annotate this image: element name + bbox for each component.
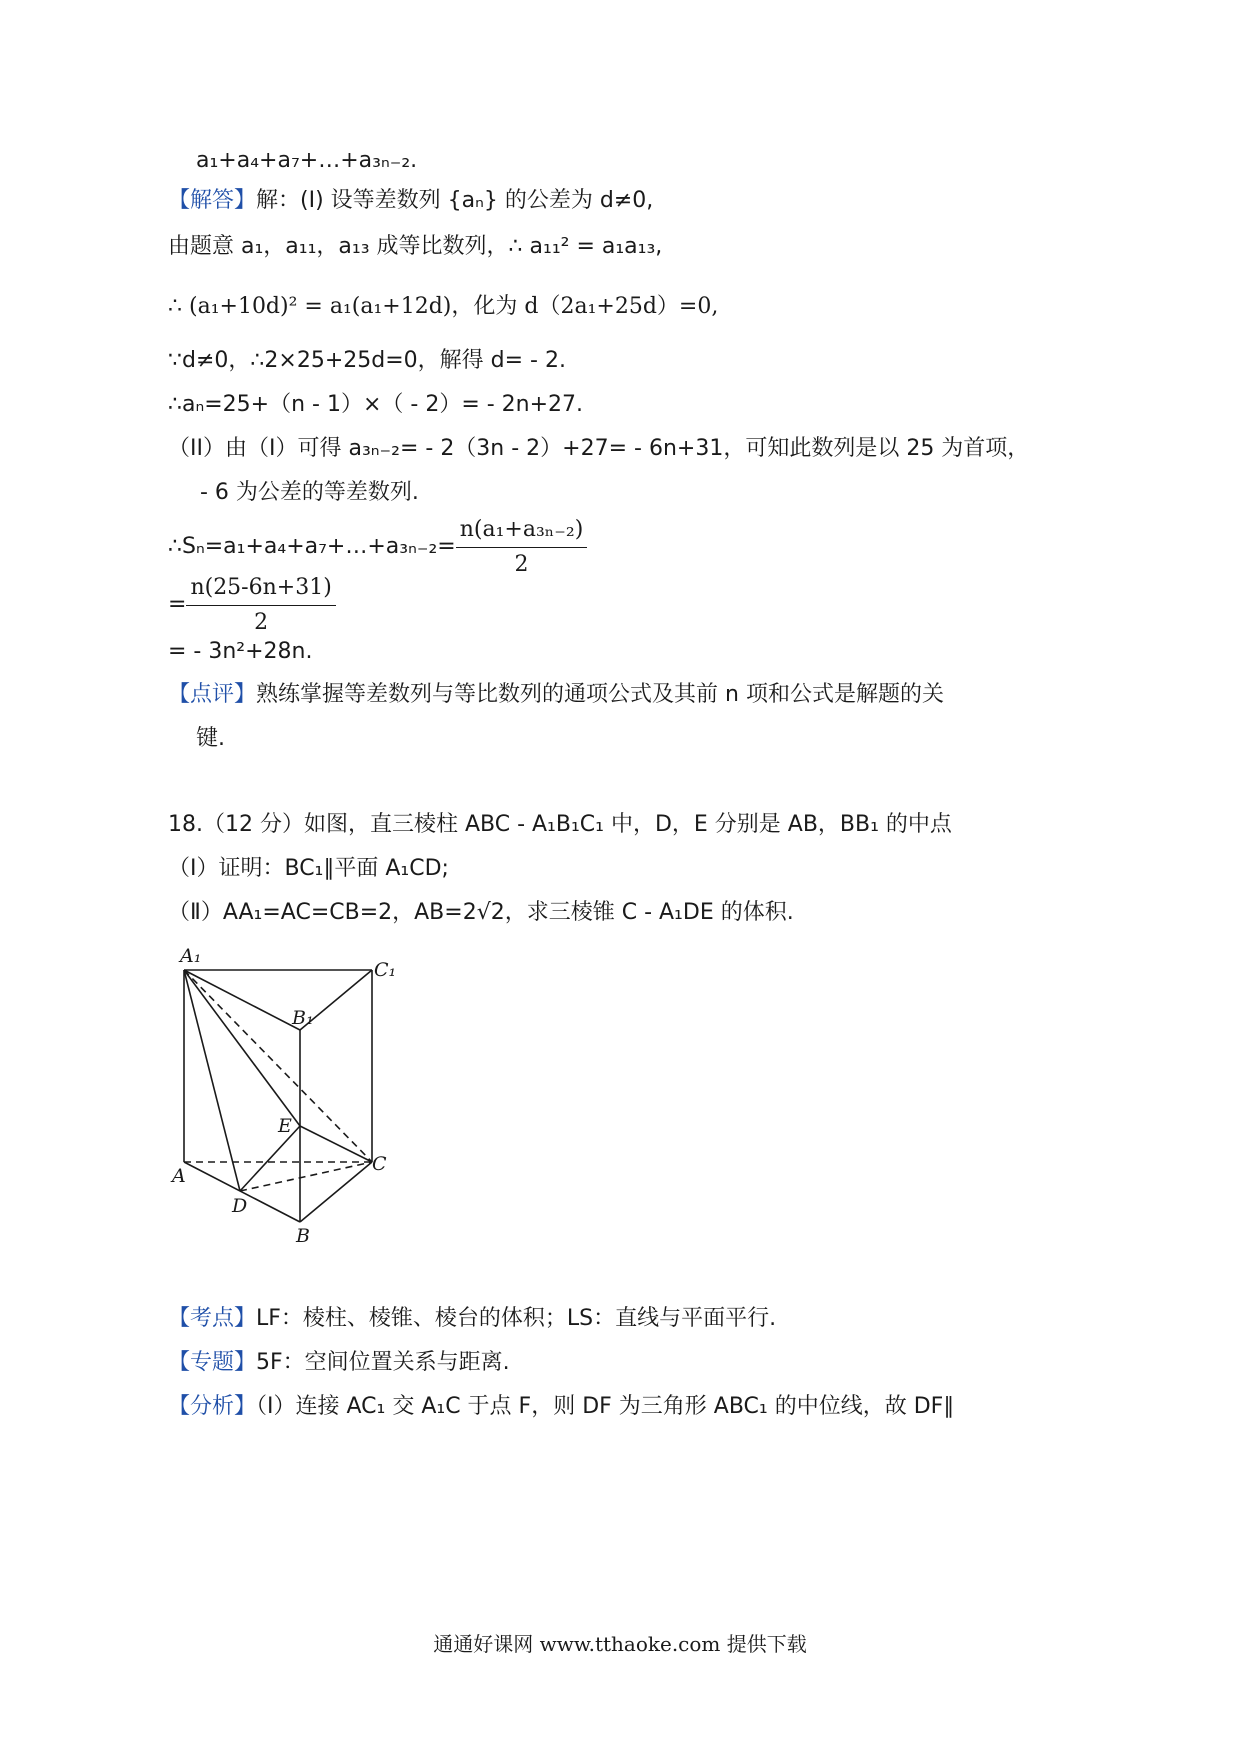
solution-line-3: ∴ (a₁+10d)² = a₁(a₁+12d)，化为 d（2a₁+25d）=0,: [168, 294, 719, 319]
knowledge-point-tag: 【考点】: [168, 1306, 257, 1331]
comment-line-2: 键.: [196, 726, 225, 751]
solution-line-4: ∵d≠0，∴2×25+25d=0，解得 d= - 2.: [168, 348, 566, 373]
solution-line-5: ∴aₙ=25+（n - 1）×（ - 2）= - 2n+27.: [168, 392, 584, 417]
label-b1: B₁: [292, 1007, 314, 1029]
sum-fraction-denominator: 2: [514, 551, 529, 577]
segment-a1-e: [184, 970, 300, 1126]
analysis-tag: 【分析】: [168, 1394, 257, 1419]
analysis-line: [168, 1392, 954, 1422]
solution-line-7: - 6 为公差的等差数列.: [200, 480, 419, 505]
topic-text: 5F：空间位置关系与距离.: [256, 1350, 510, 1375]
analysis-text: （Ⅰ）连接 AC₁ 交 A₁C 于点 F，则 DF 为三角形 ABC₁ 的中位线，故 DF∥: [256, 1394, 955, 1419]
sum-fraction: [456, 513, 588, 582]
label-b: B: [296, 1225, 310, 1247]
label-c1: C₁: [374, 959, 397, 981]
solution-line-6: （II）由（I）可得 a₃ₙ₋₂= - 2（3n - 2）+27= - 6n+31，可知此数列是以 25 为首项，: [168, 436, 1030, 461]
solution-line-1-text: 解：(I) 设等差数列 {aₙ} 的公差为 d≠0,: [256, 188, 654, 213]
segment-a1-d: [184, 970, 240, 1191]
sum-fraction-2: [186, 571, 335, 640]
label-a1: A₁: [180, 945, 202, 967]
label-a: A: [172, 1165, 186, 1187]
comment-text: 熟练掌握等差数列与等比数列的通项公式及其前 n 项和公式是解题的关: [256, 682, 944, 707]
question-18-title: 18.（12 分）如图，直三棱柱 ABC - A₁B₁C₁ 中，D，E 分别是 AB，BB₁ 的中点: [168, 812, 952, 837]
knowledge-point-text: LF：棱柱、棱锥、棱台的体积；LS：直线与平面平行.: [256, 1306, 777, 1331]
comment-tag: 【点评】: [168, 682, 257, 707]
sum-fraction-numerator: n(a₁+a₃ₙ₋₂): [456, 513, 588, 548]
segment-e-c: [300, 1126, 372, 1162]
sum-result: = - 3n²+28n.: [168, 639, 313, 664]
knowledge-point-line: [168, 1304, 776, 1334]
question-18-part-1: （Ⅰ）证明：BC₁∥平面 A₁CD;: [168, 856, 449, 881]
topic-tag: 【专题】: [168, 1350, 257, 1375]
sum-fraction-2-numerator: n(25-6n+31): [186, 571, 335, 606]
comment-line-1: [168, 680, 944, 710]
sum-formula-left: ∴Sₙ=a₁+a₄+a₇+…+a₃ₙ₋₂=: [168, 534, 456, 559]
segment-d-c-dashed: [240, 1162, 372, 1191]
edge-b-c: [300, 1162, 372, 1222]
label-d: D: [232, 1195, 248, 1217]
edge-a1-b1: [184, 970, 300, 1030]
sum-fraction-2-denominator: 2: [254, 609, 269, 635]
label-e: E: [278, 1115, 292, 1137]
sum-formula-line-2: = $\frac{n(25-6n+31)}{2}$: [168, 570, 336, 640]
topic-line: [168, 1348, 510, 1378]
sequence-sum-expression: a₁+a₄+a₇+…+a₃ₙ₋₂.: [196, 148, 418, 173]
prism-figure: [160, 940, 420, 1250]
solution-line-1: [168, 186, 653, 216]
page-footer: 通通好课网 www.tthaoke.com 提供下载: [433, 1632, 807, 1656]
solution-line-2: 由题意 a₁，a₁₁，a₁₃ 成等比数列，∴ a₁₁² = a₁a₁₃,: [168, 234, 663, 259]
question-18-part-2: （Ⅱ）AA₁=AC=CB=2，AB=2√2，求三棱锥 C - A₁DE 的体积.: [168, 900, 794, 925]
solution-tag: 【解答】: [168, 188, 257, 213]
label-c: C: [372, 1153, 387, 1175]
